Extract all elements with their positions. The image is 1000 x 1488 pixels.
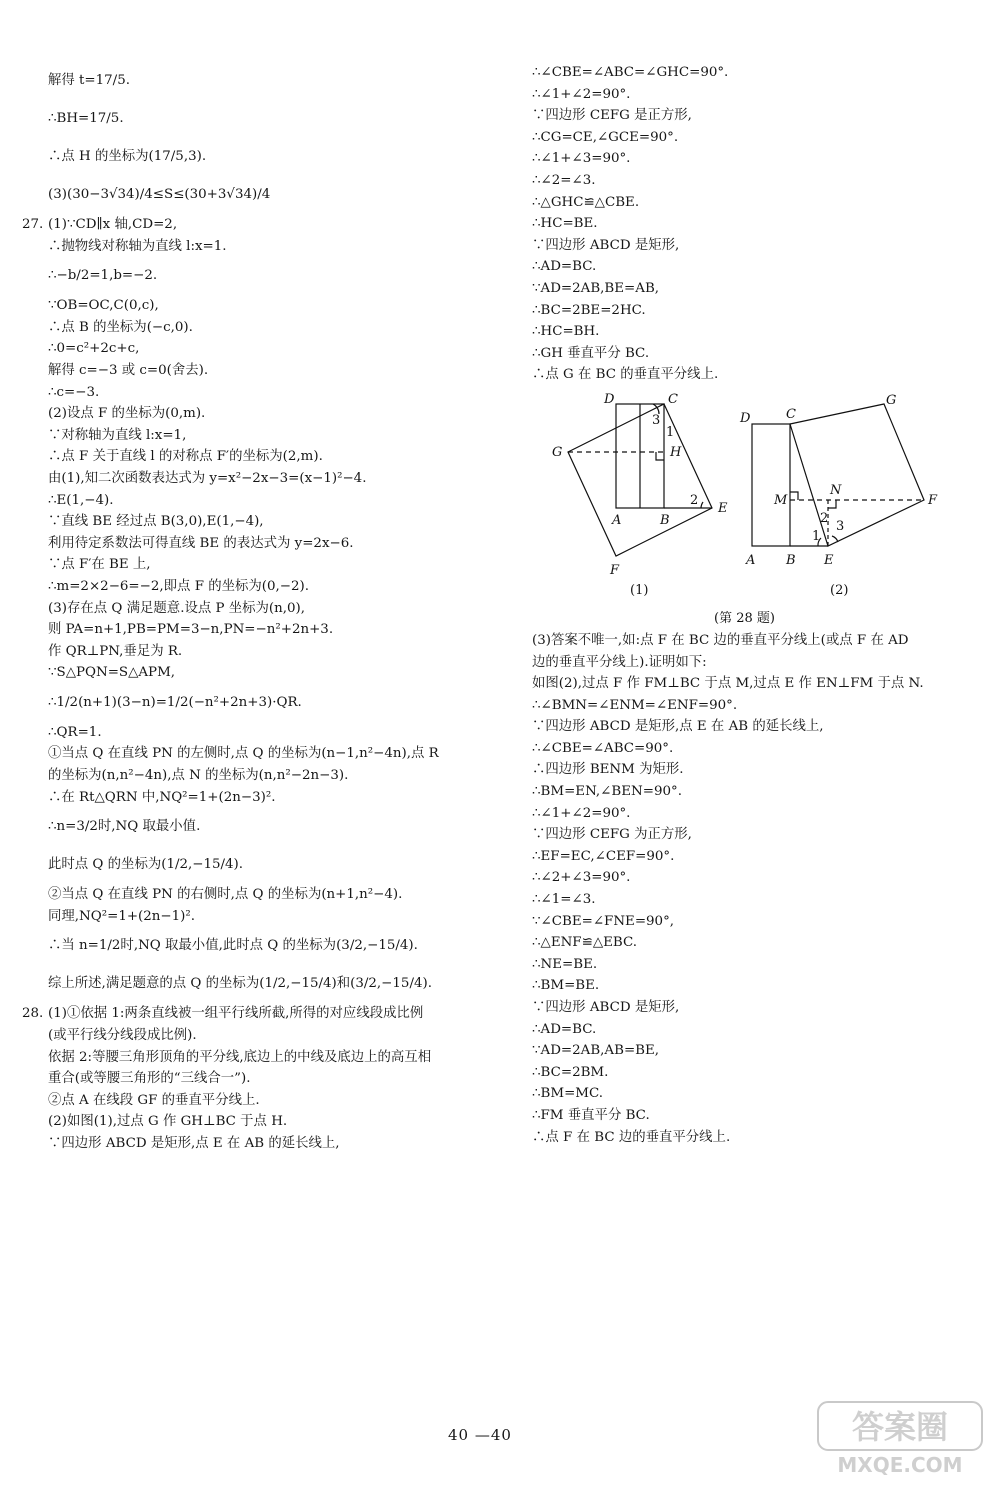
fig1-label-a: A <box>612 512 622 528</box>
line-text: ∴m=2×2−6=−2,即点 F 的坐标为(0,−2). <box>48 578 310 594</box>
line-text: ∴点 H 的坐标为(17/5,3). <box>48 149 207 164</box>
fig1-label-g: G <box>552 444 563 460</box>
line-text: ∵S△PQN=S△APM, <box>48 665 176 681</box>
right-line: ∵∠CBE=∠FNE=90°, <box>532 913 675 929</box>
right-line: 边的垂直平分线上).证明如下: <box>532 654 707 670</box>
left-line <box>22 295 492 317</box>
fig2-label-m: M <box>774 492 788 508</box>
fig1-angle-arc-e <box>701 502 703 508</box>
line-text: (2)设点 F 的坐标为(0,m). <box>48 406 206 422</box>
line-text: (1)①依据 1:两条直线被一组平行线所截,所得的对应线段成比例 <box>48 1006 424 1022</box>
line-text: ∵OB=OC,C(0,c), <box>48 298 159 314</box>
problem-number: 28. <box>22 1006 44 1022</box>
left-line <box>22 360 492 382</box>
fig1-label-e: E <box>718 500 728 516</box>
left-line <box>22 1133 492 1155</box>
right-line: ∴△GHC≌△CBE. <box>532 194 640 210</box>
right-line: ∴BM=EN,∠BEN=90°. <box>532 784 682 800</box>
line-text: ∵四边形 ABCD 是矩形,点 E 在 AB 的延长线上, <box>48 1136 340 1151</box>
left-line <box>22 554 492 576</box>
fig2-rectangle-abcd <box>752 424 790 546</box>
left-line <box>22 808 492 846</box>
right-line: ∴NE=BE. <box>532 956 598 972</box>
line-text: 的坐标为(n,n²−4n),点 N 的坐标为(n,n²−2n−3). <box>48 768 349 784</box>
svg-text:答案圈: 答案圈 <box>851 1408 949 1446</box>
left-line <box>22 533 492 555</box>
line-text: ∴点 B 的坐标为(−c,0). <box>48 319 193 335</box>
right-line: ∵四边形 ABCD 是矩形,点 E 在 AB 的延长线上, <box>532 719 824 735</box>
left-line <box>22 1003 492 1025</box>
left-line <box>22 641 492 663</box>
right-line: ∴BM=BE. <box>532 978 600 994</box>
left-line <box>22 62 492 100</box>
line-text: 依据 2:等腰三角形顶角的平分线,底边上的中线及底边上的高互相 <box>48 1049 432 1065</box>
left-line <box>22 425 492 447</box>
fig2-angle-arc-3 <box>832 536 838 542</box>
left-line <box>22 176 492 214</box>
fig1-right-angle-h <box>656 452 664 460</box>
problem-number: 27. <box>22 217 44 232</box>
fig1-label-h: H <box>670 444 682 460</box>
left-line <box>22 598 492 620</box>
left-line <box>22 100 492 138</box>
left-line <box>22 884 492 906</box>
fig1-label-d: D <box>604 391 615 407</box>
fig2-square-cefg <box>790 404 924 546</box>
line-text: ∴0=c²+2c+c, <box>48 341 140 357</box>
figure-caption: (第 28 题) <box>714 610 775 626</box>
left-line <box>22 662 492 684</box>
right-line: ∴BM=MC. <box>532 1086 604 1102</box>
line-text: (或平行线分线段成比例). <box>48 1028 197 1044</box>
figure-28 <box>532 392 962 630</box>
watermark-logo <box>812 1398 988 1480</box>
line-text: (3)(30−3√34)/4≤S≤(30+3√34)/4 <box>48 187 271 202</box>
figure-1 <box>568 404 712 556</box>
line-text: 作 QR⊥PN,垂足为 R. <box>48 643 183 659</box>
left-line <box>22 722 492 744</box>
svg-text:MXQE.COM: MXQE.COM <box>837 1453 963 1477</box>
line-text: (2)如图(1),过点 G 作 GH⊥BC 于点 H. <box>48 1114 288 1130</box>
right-line: ∴BC=2BE=2HC. <box>532 302 646 318</box>
right-line: ∵四边形 ABCD 是矩形, <box>532 237 680 253</box>
right-line: ∴∠2=∠3. <box>532 172 596 188</box>
left-column <box>22 62 492 1155</box>
line-text: ∴当 n=1/2时,NQ 取最小值,此时点 Q 的坐标为(3/2,−15/4). <box>48 938 418 954</box>
left-line <box>22 906 492 928</box>
left-line <box>22 317 492 339</box>
right-line: (3)答案不唯一,如:点 F 在 BC 边的垂直平分线上(或点 F 在 AD <box>532 632 909 648</box>
left-line <box>22 403 492 425</box>
right-line: ∴BC=2BM. <box>532 1064 609 1080</box>
right-line: ∴∠1+∠2=90°. <box>532 805 631 821</box>
line-text: ②点 A 在线段 GF 的垂直平分线上. <box>48 1092 260 1108</box>
right-bottom-text <box>532 630 972 1148</box>
left-line <box>22 619 492 641</box>
right-line: ∴FM 垂直平分 BC. <box>532 1107 650 1123</box>
right-line: ∴AD=BC. <box>532 1021 597 1037</box>
line-text: 此时点 Q 的坐标为(1/2,−15/4). <box>48 857 244 873</box>
fig2-label-c: C <box>786 406 796 422</box>
right-line: ∵四边形 CEFG 是正方形, <box>532 108 692 124</box>
left-line <box>22 1025 492 1047</box>
right-line: ∴GH 垂直平分 BC. <box>532 345 650 361</box>
left-line <box>22 446 492 468</box>
fig1-caption: (1) <box>630 582 649 598</box>
line-text: ∵直线 BE 经过点 B(3,0),E(1,−4), <box>48 514 264 530</box>
line-text: ②当点 Q 在直线 PN 的右侧时,点 Q 的坐标为(n+1,n²−4). <box>48 887 403 903</box>
left-line <box>22 965 492 1003</box>
left-line <box>22 743 492 765</box>
fig2-label-a: A <box>746 552 756 568</box>
fig2-label-b: B <box>786 552 796 568</box>
right-column <box>532 62 972 1148</box>
fig1-angle-1: 1 <box>666 424 675 440</box>
right-line: ∴∠2+∠3=90°. <box>532 870 631 886</box>
right-line: ∴∠1=∠3. <box>532 892 596 908</box>
fig1-angle-2: 2 <box>690 492 699 508</box>
left-line <box>22 765 492 787</box>
right-line: ∴AD=BC. <box>532 259 597 275</box>
line-text: (3)存在点 Q 满足题意.设点 P 坐标为(n,0), <box>48 600 306 616</box>
left-line <box>22 511 492 533</box>
line-text: 利用待定系数法可得直线 BE 的表达式为 y=2x−6. <box>48 535 354 551</box>
fig2-angle-3: 3 <box>836 518 845 534</box>
right-line: ∴△ENF≌△EBC. <box>532 935 638 951</box>
line-text: ∴E(1,−4). <box>48 492 114 508</box>
fig2-right-angle-m <box>790 492 798 500</box>
line-text: ∴BH=17/5. <box>48 111 124 126</box>
line-text: ∴n=3/2时,NQ 取最小值. <box>48 819 201 835</box>
right-line: ∴∠1+∠2=90°. <box>532 86 631 102</box>
line-text: 由(1),知二次函数表达式为 y=x²−2x−3=(x−1)²−4. <box>48 470 367 486</box>
line-text: (1)∵CD∥x 轴,CD=2, <box>48 217 178 232</box>
fig2-angle-1: 1 <box>812 528 821 544</box>
right-line: ∴HC=BH. <box>532 324 600 340</box>
line-text: 解得 c=−3 或 c=0(舍去). <box>48 362 209 378</box>
right-line: 如图(2),过点 F 作 FM⊥BC 于点 M,过点 E 作 EN⊥FM 于点 N. <box>532 676 924 692</box>
fig2-label-e: E <box>824 552 834 568</box>
left-line <box>22 236 492 258</box>
right-line: ∵AD=2AB,AB=BE, <box>532 1043 660 1059</box>
fig2-label-d: D <box>740 410 751 426</box>
right-line: ∴点 G 在 BC 的垂直平分线上. <box>532 367 719 383</box>
page-number: 40 —40 <box>448 1426 512 1444</box>
right-line: ∴∠CBE=∠ABC=90°. <box>532 740 674 756</box>
left-line <box>22 214 492 236</box>
right-top-text <box>532 62 972 386</box>
left-line <box>22 1047 492 1069</box>
fig1-label-c: C <box>668 391 678 407</box>
right-line: ∴四边形 BENM 为矩形. <box>532 762 684 778</box>
right-line: ∴EF=EC,∠CEF=90°. <box>532 848 675 864</box>
fig2-label-n: N <box>830 482 842 498</box>
fig2-label-g: G <box>886 392 897 408</box>
left-line <box>22 846 492 884</box>
fig1-angle-3: 3 <box>652 412 661 428</box>
line-text: 解得 t=17/5. <box>48 73 130 88</box>
left-line <box>22 138 492 176</box>
right-line: ∵AD=2AB,BE=AB, <box>532 280 660 296</box>
left-line <box>22 787 492 809</box>
left-line <box>22 1068 492 1090</box>
left-line <box>22 576 492 598</box>
left-line <box>22 1090 492 1112</box>
left-line <box>22 382 492 404</box>
line-text: ∴QR=1. <box>48 724 102 740</box>
left-line <box>22 927 492 965</box>
line-text: ∴c=−3. <box>48 384 100 400</box>
left-line <box>22 684 492 722</box>
right-line: ∴∠1+∠3=90°. <box>532 151 631 167</box>
line-text: ∵点 F′在 BE 上, <box>48 557 151 573</box>
left-line <box>22 1111 492 1133</box>
right-line: ∵四边形 CEFG 为正方形, <box>532 827 692 843</box>
line-text: ∴−b/2=1,b=−2. <box>48 268 158 284</box>
right-line: ∴CG=CE,∠GCE=90°. <box>532 129 679 145</box>
fig1-label-b: B <box>660 512 670 528</box>
left-line <box>22 257 492 295</box>
line-text: ∵对称轴为直线 l:x=1, <box>48 427 187 443</box>
right-line: ∵四边形 ABCD 是矩形, <box>532 1000 680 1015</box>
fig2-label-f: F <box>928 492 938 508</box>
right-line: ∴点 F 在 BC 边的垂直平分线上. <box>532 1129 731 1145</box>
left-line <box>22 338 492 360</box>
line-text: 综上所述,满足题意的点 Q 的坐标为(1/2,−15/4)和(3/2,−15/4). <box>48 976 432 992</box>
right-line: ∴∠CBE=∠ABC=∠GHC=90°. <box>532 65 729 80</box>
left-line <box>22 468 492 490</box>
left-line <box>22 490 492 512</box>
line-text: ∴抛物线对称轴为直线 l:x=1. <box>48 238 227 254</box>
line-text: 则 PA=n+1,PB=PM=3−n,PN=−n²+2n+3. <box>48 622 334 638</box>
right-line: ∴∠BMN=∠ENM=∠ENF=90°. <box>532 697 738 713</box>
line-text: ①当点 Q 在直线 PN 的左侧时,点 Q 的坐标为(n−1,n²−4n),点 R <box>48 746 439 762</box>
line-text: 同理,NQ²=1+(2n−1)². <box>48 908 196 924</box>
fig2-angle-2: 2 <box>820 510 829 526</box>
fig2-right-angle-n <box>828 500 836 508</box>
fig2-caption: (2) <box>830 582 849 598</box>
right-line: ∴HC=BE. <box>532 216 598 232</box>
line-text: ∴在 Rt△QRN 中,NQ²=1+(2n−3)². <box>48 789 276 805</box>
line-text: ∴点 F 关于直线 l 的对称点 F′的坐标为(2,m). <box>48 449 323 465</box>
line-text: 重合(或等腰三角形的“三线合一”). <box>48 1071 251 1087</box>
fig1-label-f: F <box>610 562 620 578</box>
line-text: ∴1/2(n+1)(3−n)=1/2(−n²+2n+3)·QR. <box>48 694 302 710</box>
